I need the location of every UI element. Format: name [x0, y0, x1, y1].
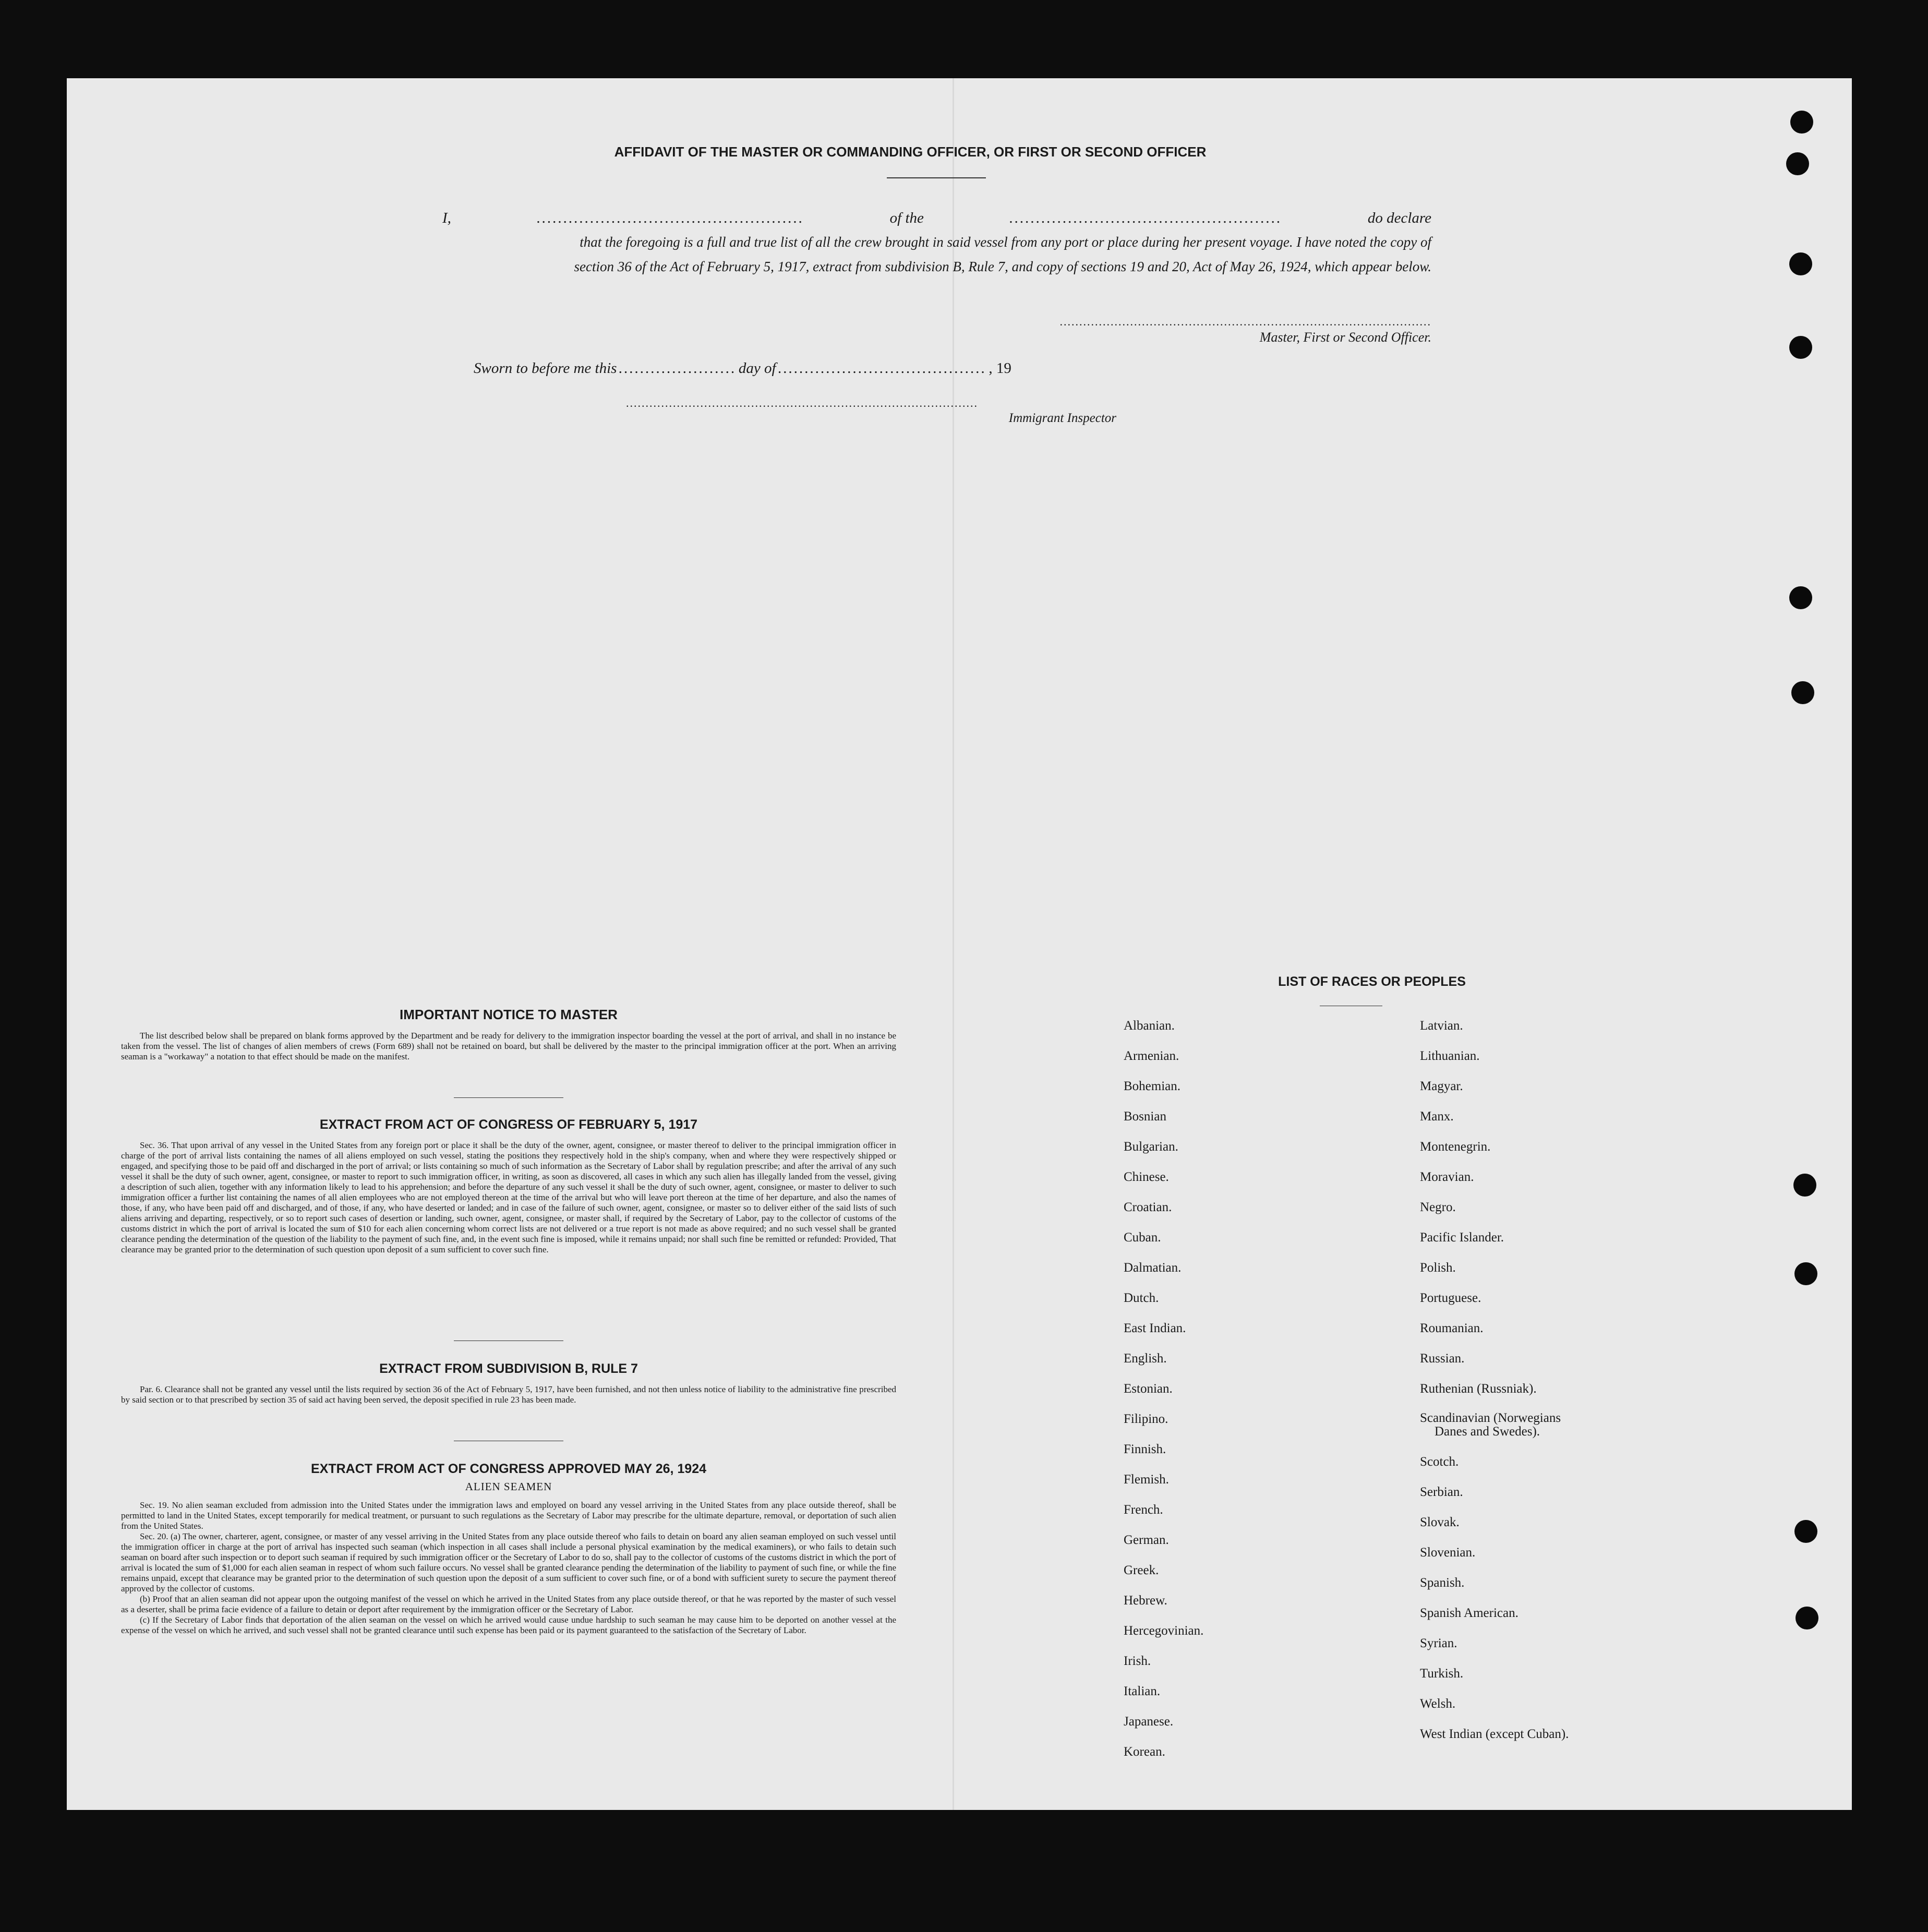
race-item: Syrian. [1420, 1636, 1457, 1650]
name-blank: .................................................. [537, 210, 804, 226]
declaration-line-3: section 36 of the Act of February 5, 1917, extract from subdivision B, Rule 7, and copy of sections 19 and 20, Act of May 26, 1924, which appear below. [574, 259, 1431, 274]
race-item: Latvian. [1420, 1019, 1463, 1033]
race-item: Filipino. [1124, 1412, 1168, 1426]
race-item: Spanish American. [1420, 1606, 1519, 1620]
race-item: Scotch. [1420, 1455, 1459, 1469]
race-item: East Indian. [1124, 1321, 1186, 1335]
race-item: French. [1124, 1503, 1163, 1517]
notice-title: IMPORTANT NOTICE TO MASTER [400, 1007, 618, 1022]
race-item: Lithuanian. [1420, 1049, 1480, 1063]
race-item: Ruthenian (Russniak). [1420, 1382, 1537, 1396]
affidavit-title: AFFIDAVIT OF THE MASTER OR COMMANDING OFFICER, OR FIRST OR SECOND OFFICER [614, 144, 1207, 160]
punch-hole [1790, 111, 1813, 134]
race-item: Finnish. [1124, 1442, 1166, 1456]
race-item: Welsh. [1420, 1697, 1456, 1711]
race-item: Irish. [1124, 1654, 1151, 1668]
race-item [1420, 1404, 1712, 1447]
day-of-text: day of [738, 360, 776, 377]
races-title: LIST OF RACES OR PEOPLES [1278, 974, 1466, 989]
extract-1917-title: EXTRACT FROM ACT OF CONGRESS OF FEBRUARY 5, 1917 [319, 1117, 698, 1132]
race-item: Japanese. [1124, 1714, 1174, 1729]
extract-1917-text: Sec. 36. That upon arrival of any vessel in the United States from any foreign port or place it shall be the duty of the owner, agent, consignee, or master thereof to deliver to the principal immigration officer in charge of the port of arrival lists containing the names of all aliens employed on such vessel, stating the positions they respectively hold in the ship's company, when and where they were respectively shipped or engaged, and specifying those to be paid off and discharged in the port of arrival; or lists containing so much of such information as the Secretary of Labor shall by regulation prescribe; and after the arrival of any such vessel it shall be the duty of such owner, agent, consignee, or master to report to such immigration officer, in writing, as soon as discovered, all cases in which any such alien has illegally landed from the vessel, giving a description of such alien, together with any information likely to lead to his apprehension; and before the departure of any such vessel it shall be the duty of such owner, agent, consignee, or master to deliver to such immigration officer a further list containing the names of all alien employees who are not employed thereon at the time of the arrival but who will leave port thereon at the time of her departure, and also the names of those, if any, who have been paid off and discharged, and of those, if any, who have deserted or landed; and in case of the failure of such owner, agent, consignee, or master so to deliver either of the said lists of such aliens arriving and departing, respectively, or so to report such cases of desertion or landing, such owner, agent, consignee, or master shall, if required by the Secretary of Labor, pay to the collector of customs of the customs district in which the port of arrival is located the sum of $10 for each alien concerning whom correct lists are not delivered or a true report is not made as above required; and no such vessel shall be granted clearance pending the determination of the question of the liability to the payment of such fine, and, in the event such fine is imposed, while it remains unpaid; nor shall such fine be remitted or refunded: Provided, That clearance may be granted prior to the determination of such question upon deposit of a sum sufficient to cover such fine. [121, 1140, 896, 1254]
race-item: Slovak. [1420, 1515, 1460, 1529]
race-item: Montenegrin. [1420, 1140, 1491, 1154]
race-item-text: Scandinavian (Norwegians [1420, 1411, 1561, 1425]
year-text: , 19 [989, 360, 1011, 377]
punch-hole [1794, 1262, 1817, 1285]
race-item: Chinese. [1124, 1170, 1169, 1184]
sworn-text: Sworn to before me this [474, 360, 617, 377]
race-item: Croatian. [1124, 1200, 1172, 1214]
declaration-i: I, [442, 210, 451, 226]
race-item: Albanian. [1124, 1019, 1175, 1033]
punch-hole [1786, 152, 1809, 175]
race-item: West Indian (except Cuban). [1420, 1727, 1569, 1741]
race-item: Slovenian. [1420, 1545, 1476, 1560]
race-item: German. [1124, 1533, 1169, 1547]
race-item: Estonian. [1124, 1382, 1173, 1396]
extract-1924-title: EXTRACT FROM ACT OF CONGRESS APPROVED MAY 26, 1924 [310, 1462, 707, 1476]
extract-1924-subtitle: ALIEN SEAMEN [465, 1480, 552, 1493]
race-item: Spanish. [1420, 1576, 1465, 1590]
punch-hole [1789, 336, 1812, 359]
race-item: Dutch. [1124, 1291, 1159, 1305]
section-19-text: Sec. 19. No alien seaman excluded from admission into the United States under the immigration laws and employed on board any vessel arriving in the United States from any place outside thereof, shall be permitted to land in the United States, except temporarily for medical treatment, or pursuant to such regulations as the Secretary of Labor may prescribe for the ultimate departure, removal, or deportation of such alien from the United States. [121, 1500, 896, 1531]
extract-1924-body [121, 1500, 896, 1636]
declaration-line-1 [442, 210, 1431, 227]
notice-text: The list described below shall be prepared on blank forms approved by the Department and be ready for delivery to the immigration inspector boarding the vessel at the port of arrival, and shall in no instance be taken from the vessel. The list of changes of alien members of crews (Form 689) shall not be retained on board, but shall be delivered by the master to the principal immigration officer at the port. When an arriving seaman is a "workaway" a notation to that effect should be made on the manifest. [121, 1031, 896, 1061]
race-item: Manx. [1420, 1109, 1454, 1124]
punch-hole [1791, 681, 1814, 704]
notice-divider [454, 1097, 563, 1098]
race-item: Portuguese. [1420, 1291, 1481, 1305]
race-item: Hercegovinian. [1124, 1624, 1204, 1638]
race-item: Cuban. [1124, 1230, 1161, 1245]
day-blank: ...................... [619, 360, 737, 377]
rule7-title: EXTRACT FROM SUBDIVISION B, RULE 7 [379, 1361, 638, 1376]
race-item: Moravian. [1420, 1170, 1474, 1184]
race-item: Bosnian [1124, 1109, 1166, 1124]
inspector-label: Immigrant Inspector [1008, 411, 1116, 425]
punch-hole [1789, 252, 1812, 275]
race-item: Flemish. [1124, 1472, 1169, 1487]
race-item: Dalmatian. [1124, 1261, 1182, 1275]
race-item: Bohemian. [1124, 1079, 1181, 1093]
declaration-line-2: that the foregoing is a full and true list of all the crew brought in said vessel from any port or place during her present voyage. I have noted the copy of [580, 234, 1431, 250]
signature-label: Master, First or Second Officer. [1259, 330, 1431, 345]
race-item: Pacific Islander. [1420, 1230, 1504, 1245]
punch-hole [1793, 1174, 1816, 1197]
race-item-continuation: Danes and Swedes). [1435, 1424, 1540, 1439]
race-item: Magyar. [1420, 1079, 1463, 1093]
race-item: Turkish. [1420, 1667, 1464, 1681]
punch-hole [1794, 1520, 1817, 1543]
month-blank: ....................................... [778, 360, 987, 377]
title-divider [887, 177, 986, 178]
declaration-of: of the [889, 210, 924, 226]
races-list-right [1420, 1011, 1712, 1749]
race-item: Serbian. [1420, 1485, 1463, 1499]
declaration-end: do declare [1367, 210, 1431, 226]
race-item: Russian. [1420, 1351, 1465, 1366]
fold-line [953, 78, 954, 1810]
race-item: Hebrew. [1124, 1593, 1167, 1608]
section-20b-text: (b) Proof that an alien seaman did not appear upon the outgoing manifest of the vessel on which he arrived in the United States from any place outside thereof, or that he was reported by the master of such vessel as a deserter, shall be prima facie evidence of a failure to detain or deport after requirement by the immigration officer or the Secretary of Labor. [121, 1594, 896, 1614]
race-item: English. [1124, 1351, 1167, 1366]
race-item: Italian. [1124, 1684, 1161, 1698]
vessel-blank: ................................................... [1009, 210, 1282, 226]
race-item: Polish. [1420, 1261, 1456, 1275]
race-item: Greek. [1124, 1563, 1159, 1577]
race-item: Armenian. [1124, 1049, 1179, 1063]
section-20a-text: Sec. 20. (a) The owner, charterer, agent, consignee, or master of any vessel arriving in the United States from any place outside thereof who fails to detain on board any alien seaman employed on such vessel until the immigration officer in charge at the port of arrival has inspected such seaman (which inspection in all cases shall include a personal physical examination by the medical examiners), or who fails to detain such seaman on board after such inspection or to deport such seaman if required by such immigration officer or the Secretary of Labor to do so, shall pay to the collector of customs of the customs district in which the port of arrival is located the sum of $1,000 for each alien seaman in respect of whom such failure occurs. No vessel shall be granted clearance pending the determination of the liability to payment of such fine, or while the fine remains unpaid, except that clearance may be granted prior to the determination of such question upon the deposit of a sum sufficient to cover such fine, or of a bond with sufficient surety to secure the payment thereof approved by the collector of customs. [121, 1531, 896, 1593]
sworn-line [474, 360, 1126, 377]
punch-hole [1789, 586, 1812, 609]
races-list-left [1124, 1011, 1384, 1767]
race-item: Negro. [1420, 1200, 1456, 1214]
signature-blank: ............................................................................................... [1059, 315, 1431, 328]
race-item: Korean. [1124, 1745, 1165, 1759]
inspector-blank: .......................................................................................... [626, 396, 978, 409]
race-item: Bulgarian. [1124, 1140, 1178, 1154]
punch-hole [1796, 1607, 1818, 1629]
rule7-text: Par. 6. Clearance shall not be granted any vessel until the lists required by section 36 of the Act of February 5, 1917, have been furnished, and not then unless notice of liability to the administrative fine prescribed by said section or to that prescribed by section 35 of said act having been served, the deposit specified in rule 23 has been made. [121, 1384, 896, 1405]
section-20c-text: (c) If the Secretary of Labor finds that deportation of the alien seaman on the vessel on which he arrived would cause undue hardship to such seaman he may cause him to be deported on another vessel at the expense of the vessel on which he arrived, and such vessel shall not be granted clearance until such expense has been paid or its payment guaranteed to the satisfaction of the Secretary of Labor. [121, 1615, 896, 1635]
race-item: Roumanian. [1420, 1321, 1484, 1335]
